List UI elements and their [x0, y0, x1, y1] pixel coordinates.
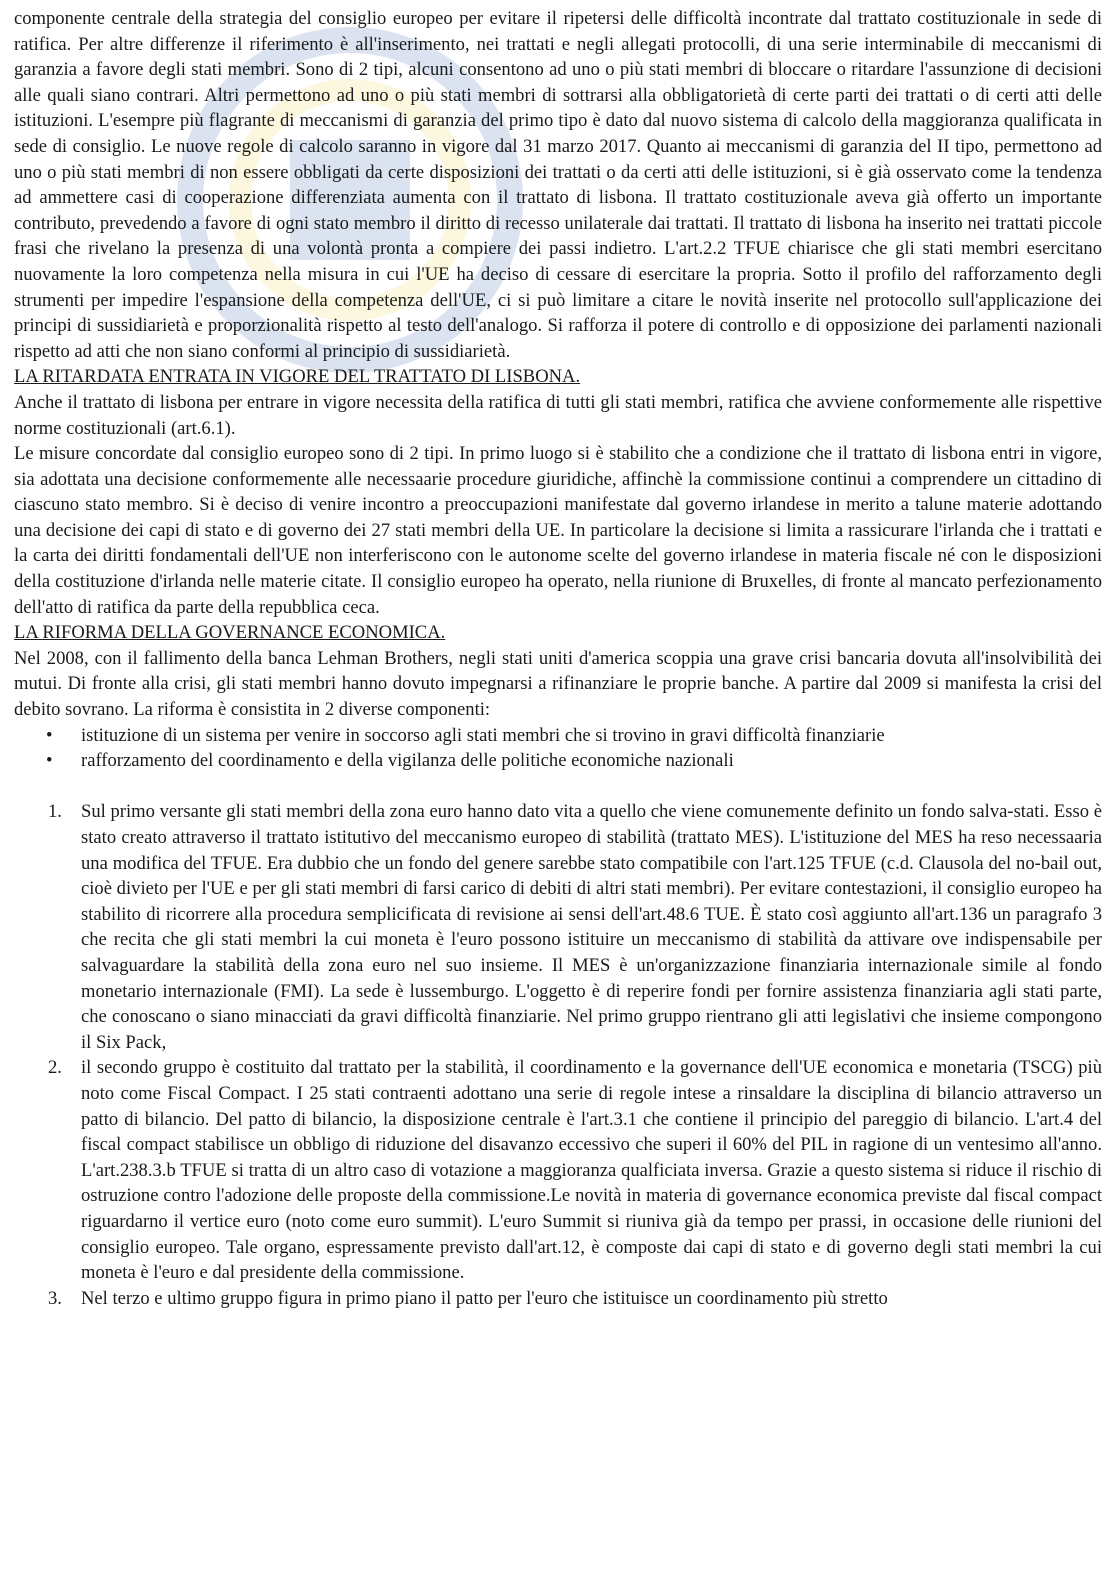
- section1-paragraph-1: Anche il trattato di lisbona per entrare in vigore necessita della ratifica di tutti gli stati membri, ratifica che avviene conformemente alle rispettive norme costituzionali (art.6.1).: [14, 391, 1102, 439]
- document-page: [14, 6, 1102, 1311]
- numbered-item: [14, 1286, 1102, 1312]
- list-number: 2.: [48, 1057, 62, 1079]
- list-item-text: Nel terzo e ultimo gruppo figura in primo piano il patto per l'euro che istituisce un coordinamento più stretto: [81, 1287, 888, 1309]
- intro-paragraph: componente centrale della strategia del consiglio europeo per evitare il ripetersi delle difficoltà incontrate dal trattato costituzionale in sede di ratifica. Per altre differenze il riferimento è all'inserimento, nei trattati e negli allegati protocolli, di una serie interminabile di meccanismi di garanzia a favore degli stati membri. Sono di 2 tipi, alcuni consentono ad uno o più stati membri di bloccare o ritardare l'assunzione di decisioni alle quali siano contrari. Altri permettono ad uno o più stati membri di sottrarsi alla obbligatorietà di certe parti dei trattati o di certi atti delle istituzioni. L'esempre più flagrante di meccanismi di garanzia del primo tipo è dato dal nuovo sistema di calcolo della maggioranza qualificata in sede di consiglio. Le nuove regole di calcolo saranno in vigore dal 31 marzo 2017. Quanto ai meccanismi di garanzia del II tipo, permettono ad uno o più stati membri di non essere obbligati da certe disposizioni dei trattati o da certi atti delle istituzioni, si è già osservato come la tendenza ad ammettere casi di cooperazione differenziata aumenta con il trattato di lisbona. Il trattato costituzionale aveva già offerto un importante contributo, prevedendo a favore di ogni stato membro il diritto di recesso unilaterale dai trattati. Il trattato di lisbona ha inserito nei trattati piccole frasi che rivelano la presenza di una volontà pronta a compiere dei passi indietro. L'art.2.2 TFUE chiarisce che gli stati membri esercitano nuovamente la loro competenza nella misura in cui l'UE ha deciso di cessare di esercitare la propria. Sotto il profilo del rafforzamento degli strumenti per impedire l'espansione della competenza dell'UE, ci si può limitare a citare le novità inserite nel protocollo sull'applicazione dei principi di sussidiarietà e proporzionalità rispetto al testo dell'analogo. Si rafforza il potere di controllo e di opposizione dei parlamenti nazionali rispetto ad atti che non siano conformi al principio di sussidiarietà.: [14, 8, 1102, 362]
- list-number: 3.: [48, 1287, 62, 1309]
- list-number: 1.: [48, 801, 62, 823]
- numbered-item: [14, 1055, 1102, 1285]
- blank-line: [14, 774, 1102, 800]
- section-heading-governance-economica: LA RIFORMA DELLA GOVERNANCE ECONOMICA.: [14, 622, 446, 644]
- bullet-item: • rafforzamento del coordinamento e della vigilanza delle politiche economiche nazionali: [14, 748, 1102, 774]
- numbered-list: [14, 799, 1102, 1311]
- numbered-item: [14, 799, 1102, 1055]
- section2-paragraph-1: Nel 2008, con il fallimento della banca Lehman Brothers, negli stati uniti d'america scoppia una grave crisi bancaria dovuta all'insolvibilità dei mutui. Di fronte alla crisi, gli stati membri hanno dovuto impegnarsi a rifinanziare le proprie banche. A partire dal 2009 si manifesta la crisi del debito sovrano. La riforma è consistita in 2 diverse componenti:: [14, 647, 1102, 721]
- section1-paragraph-2: Le misure concordate dal consiglio europeo sono di 2 tipi. In primo luogo si è stabilito che a condizione che il trattato di lisbona entri in vigore, sia adottata una decisione conformemente alle necessaarie procedure giuridiche, affinchè la commissione continui a comprendere un cittadino di ciascuno stato membro. Si è deciso di venire incontro a preoccupazioni manifestate dal governo irlandese in merito a talune materie adottando una decisione dei capi di stato e di governo dei 27 stati membri della UE. In particolare la decisione si limita a rassicurare l'irlanda che i trattati e la carta dei diritti fondamentali dell'UE non interferiscono con le autonome scelte del governo irlandese in materia fiscale né con le disposizioni della costituzione d'irlanda nelle materie citate. Il consiglio europeo ha operato, nella riunione di Bruxelles, di fronte al mancato perfezionamento dell'atto di ratifica da parte della repubblica ceca.: [14, 443, 1102, 618]
- section-heading-ritardata-entrata: LA RITARDATA ENTRATA IN VIGORE DEL TRATTATO DI LISBONA.: [14, 366, 581, 388]
- bullet-item: • istituzione di un sistema per venire in soccorso agli stati membri che si trovino in gravi difficoltà finanziarie: [14, 723, 1102, 749]
- list-item-text: Sul primo versante gli stati membri della zona euro hanno dato vita a quello che viene comunemente definito un fondo salva-stati. Esso è stato creato attraverso il trattato istitutivo del meccanismo europeo di stabilità (trattato MES). L'istituzione del MES ha reso necessaaria una modifica del TFUE. Era dubbio che un fondo del genere sarebbe stato compatibile con l'art.125 TFUE (c.d. Clausola del no-bail out, cioè divieto per l'UE e per gli stati membri di farsi carico di debiti di altri stati membri). Per evitare contestazioni, il consiglio europeo ha stabilito di ricorrere alla procedura semplicificata di revisione ai sensi dell'art.48.6 TUE. È stato così aggiunto all'art.136 un paragrafo 3 che recita che gli stati membri la cui moneta è l'euro possono istituire un meccanismo di stabilità da attivare ove indispensabile per salvaguardare la stabilità della zona euro nel suo insieme. Il MES è un'organizzazione finanziaria internazionale simile al fondo monetario internazionale (FMI). La sede è lussemburgo. L'oggetto è di reperire fondi per fornire assistenza finanziaria agli stati parte, che conoscano o siano minacciati da gravi difficoltà finanziarie. Nel primo gruppo rientrano gli atti legislativi che insieme compongono il Six Pack,: [81, 801, 1102, 1053]
- list-item-text: il secondo gruppo è costituito dal trattato per la stabilità, il coordinamento e la governance dell'UE economica e monetaria (TSCG) più noto come Fiscal Compact. I 25 stati contraenti adottano una serie di regole intese a rinsaldare la disciplina di bilancio attraverso un patto di bilancio. Del patto di bilancio, la disposizione centrale è l'art.3.1 che contiene il principio del pareggio di bilancio. L'art.4 del fiscal compact stabilisce un obbligo di riduzione del disavanzo eccessivo che superi il 60% del PIL in ragione di un ventesimo all'anno. L'art.238.3.b TFUE si tratta di un altro caso di votazione a maggioranza qualficiata inversa. Grazie a questo sistema si riduce il rischio di ostruzione contro l'adozione delle proposte della commissione.Le novità in materia di governance economica previste dal fiscal compact riguardarno il vertice euro (noto come euro summit). L'euro Summit si riuniva già da tempo per prassi, in occasione delle riunioni del consiglio europeo. Tale organo, espressamente previsto dall'art.12, è composte dai capi di stato e di governo degli stati membri la cui moneta è l'euro e dal presidente della commissione.: [81, 1057, 1102, 1284]
- bullet-list: [14, 723, 1102, 774]
